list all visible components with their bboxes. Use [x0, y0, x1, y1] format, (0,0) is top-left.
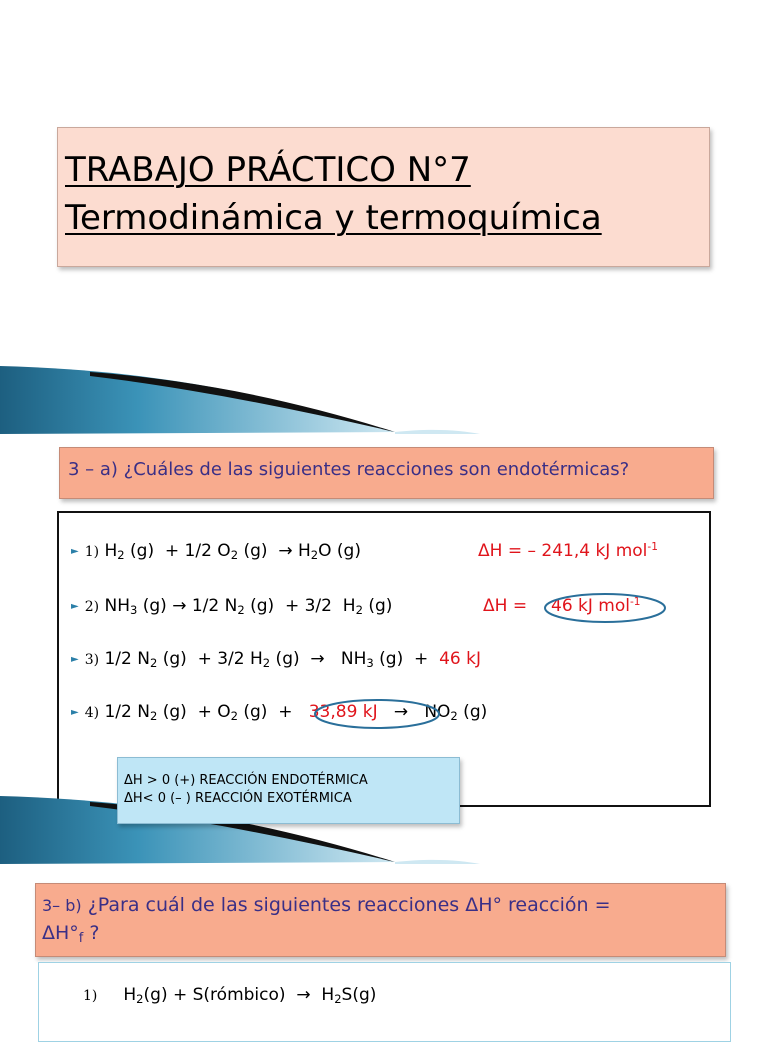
question-b-box — [35, 883, 726, 957]
title-line-1: TRABAJO PRÁCTICO N°7 — [65, 150, 471, 190]
reaction-1-enthalpy: ΔH = – 241,4 kJ mol$^{-1}$ — [478, 541, 658, 561]
bullet-icon: ► — [71, 601, 79, 612]
question-b-line-2: $\Delta H^\circ_f$ ? — [42, 922, 100, 947]
reaction-1: ► 1) $H_2$ (g) + 1/2 $O_2$ $(g) \to H_2O$ (g) — [71, 541, 361, 562]
legend-exothermic: ΔH< 0 (– ) REACCIÓN EXOTÉRMICA — [124, 791, 352, 806]
reaction-number: 2) — [84, 599, 100, 615]
bullet-icon: ► — [71, 707, 79, 718]
reaction-2-enthalpy-label: ΔH = — [483, 596, 528, 616]
question-a-box — [59, 447, 714, 499]
legend-endothermic: ΔH > 0 (+) REACCIÓN ENDOTÉRMICA — [124, 773, 368, 788]
reaction-number: 4) — [84, 705, 100, 721]
question-b-line-1: 3– b) ¿Para cuál de las siguientes reacciones ΔH° reacción = — [42, 894, 611, 916]
highlight-ellipse — [542, 591, 668, 625]
reaction-3-energy: 46 kJ — [439, 649, 481, 669]
swoosh-decoration-top — [0, 362, 768, 434]
reaction-4: ► 4) 1/2 $N_2$ $(g) + O_2$ (g) + 33,89 kJ → $NO_2$ (g) — [71, 702, 488, 723]
reaction-number: 1) — [83, 988, 98, 1004]
reaction-b-1: 1) $H_2(g)$ + S(rómbico) → $H_2S(g)$ — [83, 985, 377, 1006]
reaction-4-energy: 33,89 kJ — [308, 702, 378, 722]
title-box — [57, 127, 710, 267]
reactions-b-box — [38, 962, 731, 1042]
highlight-ellipse — [308, 697, 443, 731]
bullet-icon: ► — [71, 654, 79, 665]
question-a-text: 3 – a) ¿Cuáles de las siguientes reacciones son endotérmicas? — [68, 459, 630, 480]
reaction-number: 3) — [84, 652, 100, 668]
reaction-number: 1) — [84, 544, 100, 560]
reaction-2-enthalpy-value: 46 kJ mol$^{-1}$ — [551, 596, 641, 616]
bullet-icon: ► — [71, 546, 79, 557]
title-line-2: Termodinámica y termoquímica — [65, 198, 602, 238]
reaction-2: ► 2) $NH_3$ (g) → 1/2 $N_2$ (g) + 3/2 $H_2$ (g) — [71, 596, 393, 617]
reaction-3: ► 3) 1/2 $N_2$ (g) + 3/2 $H_2$ $(g) \to NH_3$ (g) + 46 kJ — [71, 649, 481, 670]
legend-box — [117, 757, 460, 824]
